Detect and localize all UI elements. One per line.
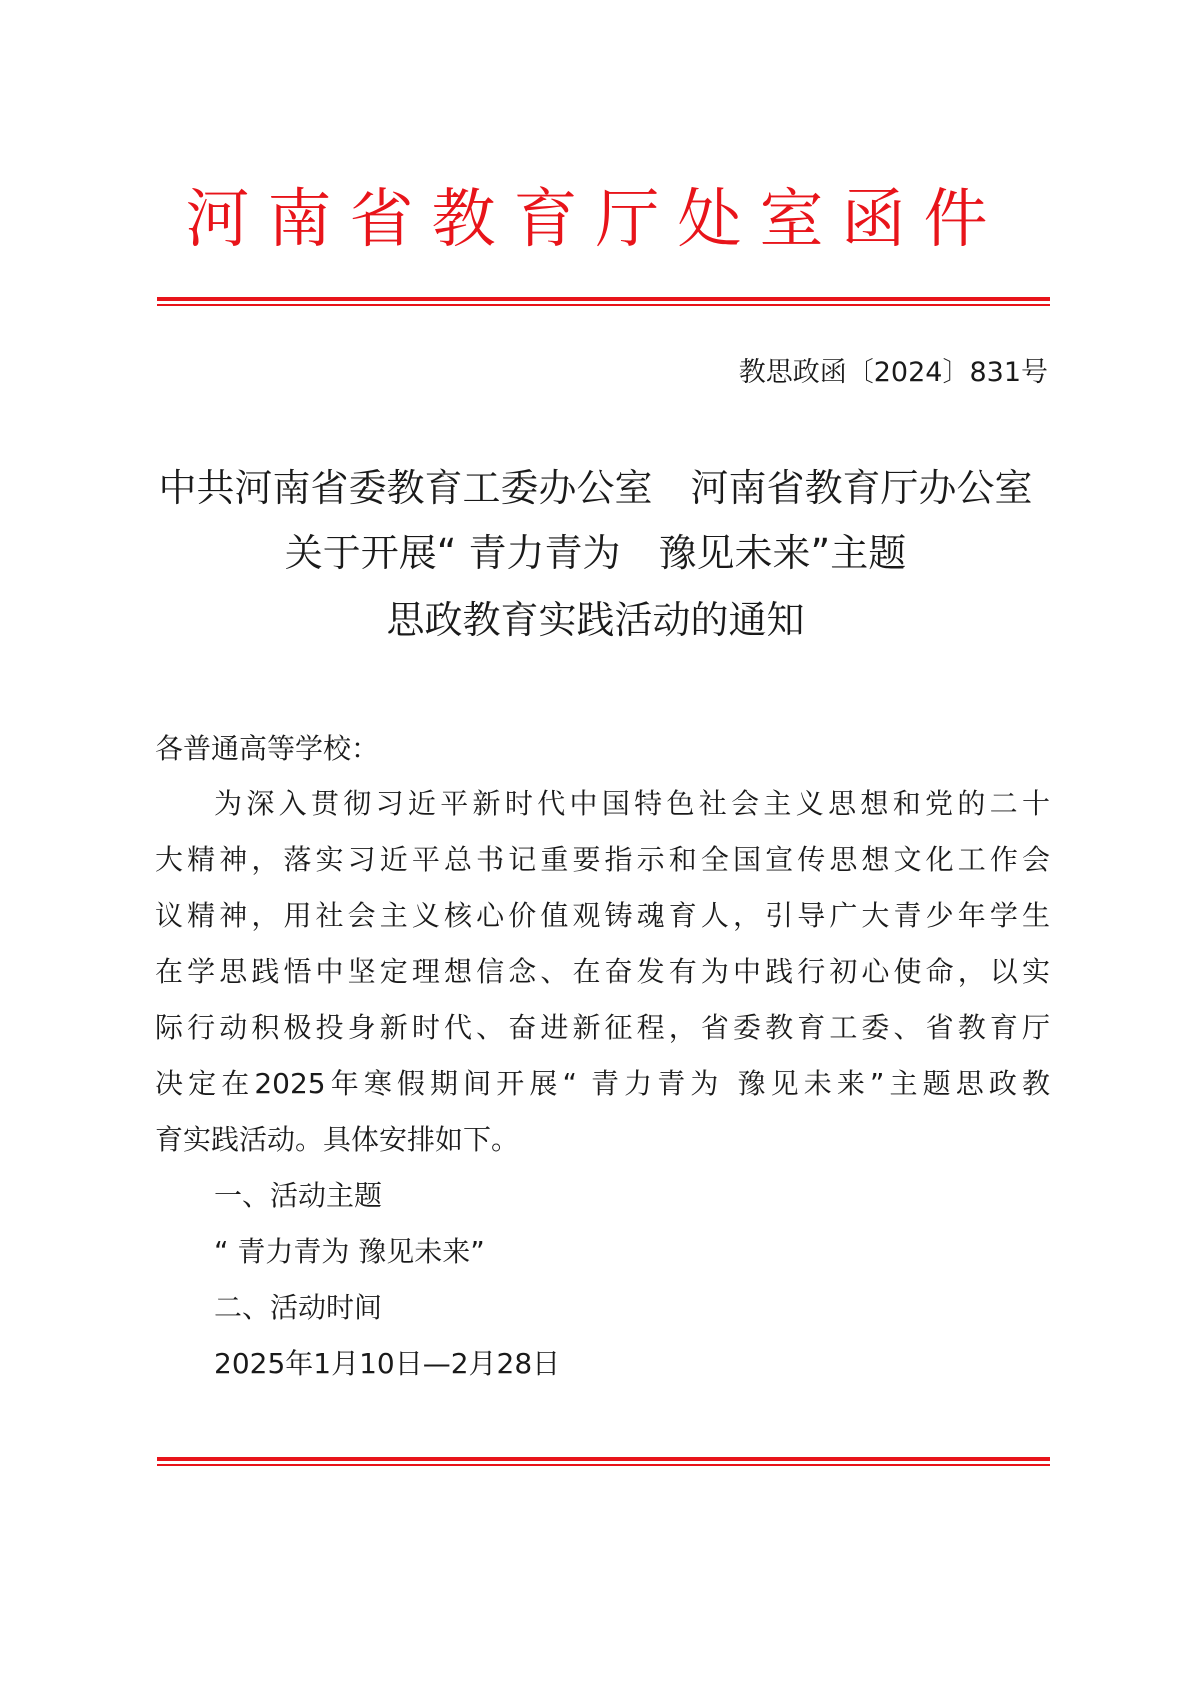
salutation: 各普通高等学校： xyxy=(155,732,380,765)
body-text-line: 决定在2025年寒假期间开展“ 青力青为 豫见未来”主题思政教 xyxy=(155,1067,1050,1100)
body-text-line: 育实践活动。具体安排如下。 xyxy=(155,1123,520,1156)
section-2-content: 2025年1月10日—2月28日 xyxy=(214,1347,561,1380)
section-1-heading: 一、活动主题 xyxy=(214,1179,383,1212)
body-text-line: 在学思践悟中坚定理想信念、在奋发有为中践行初心使命，以实 xyxy=(155,955,1050,988)
footer-divider xyxy=(157,1457,1050,1466)
section-1-content: “ 青力青为 豫见未来” xyxy=(214,1235,485,1268)
body-text-line: 大精神，落实习近平总书记重要指示和全国宣传思想文化工作会 xyxy=(155,843,1050,876)
body-text-line: 议精神，用社会主义核心价值观铸魂育人，引导广大青少年学生 xyxy=(155,899,1050,932)
title-line-1: 中共河南省委教育工委办公室 河南省教育厅办公室 xyxy=(158,466,1033,510)
title-line-3: 思政教育实践活动的通知 xyxy=(386,598,805,642)
divider-thin-line xyxy=(157,304,1050,306)
document-number: 教思政函〔2024〕831号 xyxy=(738,357,1048,388)
divider-thin-line xyxy=(157,1464,1050,1466)
body-text-line: 际行动积极投身新时代、奋进新征程，省委教育工委、省教育厅 xyxy=(155,1011,1050,1044)
divider-thick-line xyxy=(157,297,1050,301)
masthead-title: 河南省教育厅处室函件 xyxy=(185,183,1006,257)
title-line-2: 关于开展“ 青力青为 豫见未来”主题 xyxy=(284,531,907,575)
divider-thick-line xyxy=(157,1457,1050,1461)
masthead-divider xyxy=(157,297,1050,306)
section-2-heading: 二、活动时间 xyxy=(214,1291,383,1324)
body-text-line: 为深入贯彻习近平新时代中国特色社会主义思想和党的二十 xyxy=(214,787,1050,820)
